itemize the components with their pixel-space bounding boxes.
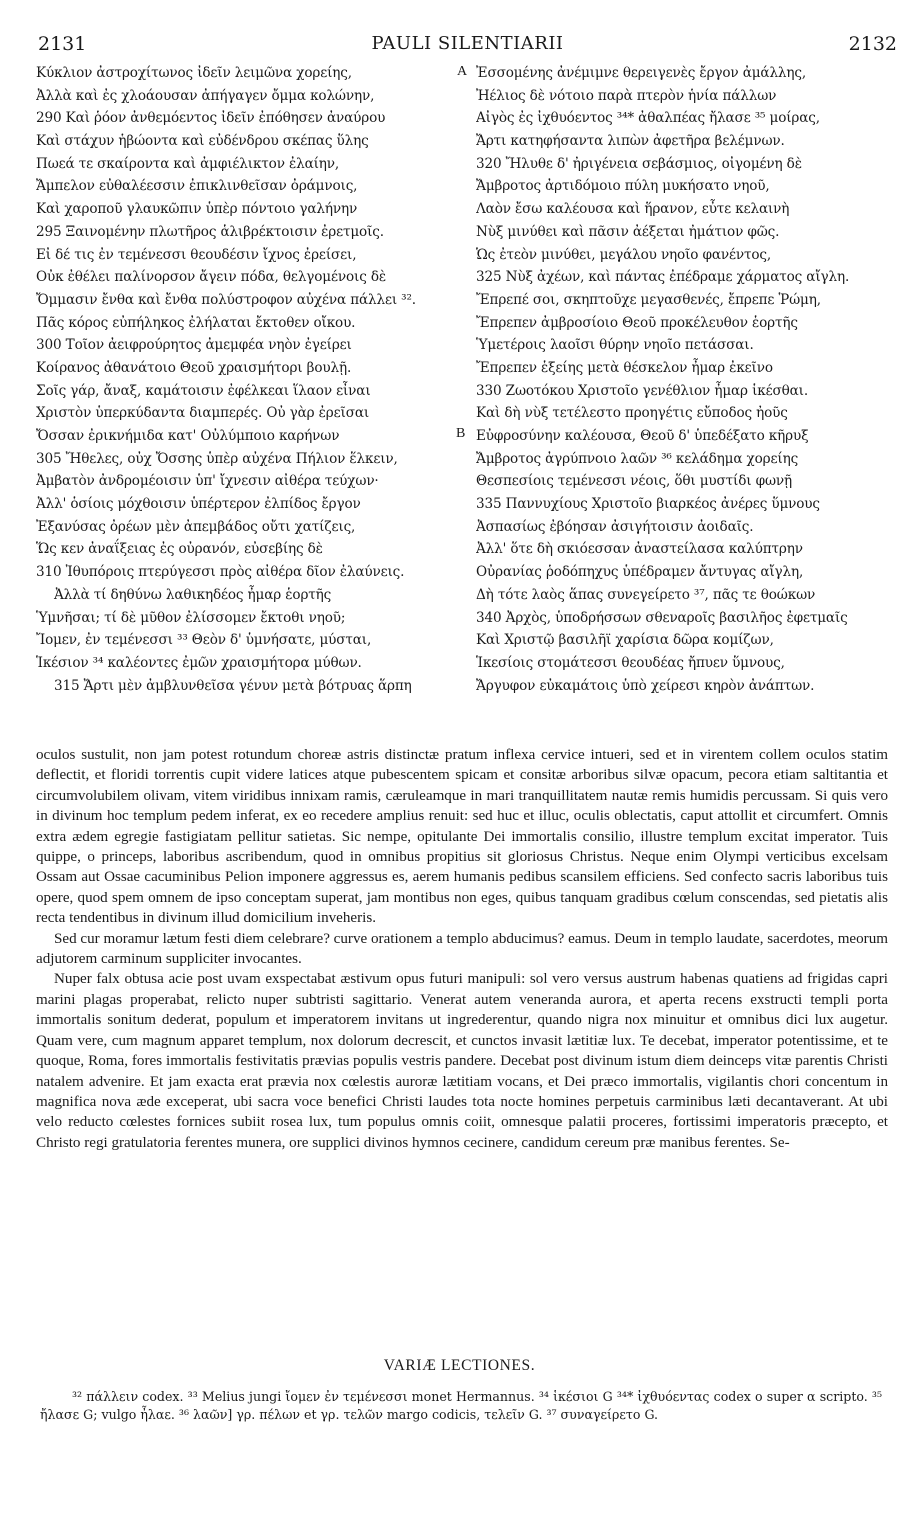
verse-line: Εἰ δέ τις ἐν τεμένεσσι θεουδέσιν ἴχνος ἐρείσει, (36, 246, 357, 263)
verse-line: Οὐκ ἐθέλει παλίνορσον ἄγειν πόδα, θελγομένοις δὲ (36, 269, 387, 286)
verse-line: Ἀμβατὸν ἀνδρομέοισιν ὑπ' ἴχνεσιν αἰθέρα τεύχων· (36, 473, 379, 490)
verse-line: 335 Παννυχίους Χριστοῖο βιαρκέος ἀνέρες ὕμνους (476, 496, 820, 513)
verse-line: Αἰγὸς ἐς ἰχθυόεντος ³⁴* ἀθαλπέας ἤλασε ³⁵ μοίρας, (476, 110, 820, 127)
verse-line: Καὶ Χριστῷ βασιλῆϊ χαρίσια δῶρα κομίζων, (476, 632, 774, 649)
verse-line: Ἱκεσίοις στομάτεσσι θεουδέας ἤπυεν ὕμνους, (476, 654, 785, 671)
page-number-right: 2132 (848, 33, 897, 55)
verse-line: Ἴομεν, ἐν τεμένεσσι ³³ Θεὸν δ' ὑμνήσατε, μύσται, (36, 632, 372, 649)
verse-line: Ὡς ἐτεὸν μινύθει, μεγάλου νηοῖο φανέντος, (476, 246, 772, 263)
verse-line: Ἐξανύσας ὀρέων μὲν ἀπεμβάδος οὔτι χατίζεις, (36, 518, 356, 535)
verse-line: Δὴ τότε λαὸς ἅπας συνεγείρετο ³⁷, πᾶς τε θοώκων (476, 586, 816, 603)
variae-lectiones-notes: ³² πάλλειν codex. ³³ Melius jungi ἴομεν ἐν τεμένεσσι monet Hermannus. ³⁴ ἱκέσιοι G ³⁴* ἰχθυόεντας codex o super α scripto. ³⁵ ἤλασε G; vulgo ἦλαε. ³⁶ λαῶν] γρ. πέλων et γρ. τελῶν margo codicis, τελεῖν G. ³⁷ συναγείρετο G. (40, 1389, 882, 1422)
verse-line: Ἔπρεπέ σοι, σκηπτοῦχε μεγασθενές, ἔπρεπε Ῥώμη, (476, 291, 821, 308)
verse-line: Ὥς κεν ἀναΐξειας ἐς οὐρανόν, εὐσεβίης δὲ (36, 541, 323, 558)
latin-paragraph: Sed cur moramur lætum festi diem celebrare? curve orationem a templo abducimus? eamus. Deum in templo laudate, sacerdotes, meorum adjutorem carminum suppliciter invocantes. (36, 930, 888, 968)
verse-line: 290 Καὶ ῥόον ἀνθεμόεντος ἰδεῖν ἐπόθησεν ἀναύρου (36, 110, 386, 127)
verse-line: Ἄμβροτος ἀρτιδόμοιο πύλη μυκήσατο νηοῦ, (476, 178, 770, 195)
verse-line: Ἄργυφον εὐκαμάτοις ὑπὸ χείρεσι κηρὸν ἀνάπτων. (476, 677, 815, 694)
verse-line: Ἄμβροτος ἀγρύπνοιο λαῶν ³⁶ κελάδημα χορείης (476, 450, 799, 467)
verse-line: 330 Ζωοτόκου Χριστοῖο γενέθλιον ἦμαρ ἱκέσθαι. (476, 382, 809, 399)
verse-line: Ἀλλ' ὁσίοις μόχθοισιν ὑπέρτερον ἐλπίδος ἔργον (36, 496, 361, 513)
verse-line: Λαὸν ἔσω καλέουσα καὶ ἥρανον, εὖτε κελαινὴ (476, 201, 790, 218)
verse-line: Καὶ χαροποῦ γλαυκῶπιν ὑπὲρ πόντοιο γαλήνην (36, 201, 358, 218)
verse-line: Ὑμετέροις λαοῖσι θύρην νηοῖο πετάσσαι. (476, 337, 754, 354)
page-header (38, 33, 897, 61)
verse-line: Θεσπεσίοις τεμένεσσι νέοις, ὅθι μυστίδι φωνῇ (476, 473, 793, 490)
greek-column-right (476, 62, 901, 697)
verse-line: Ἀλλ' ὅτε δὴ σκιόεσσαν ἀναστείλασα καλύπτρην (476, 541, 803, 558)
verse-line: 300 Τοῖον ἀειφρούρητος ἀμεμφέα νηὸν ἐγείρει (36, 337, 352, 354)
verse-line: 325 Νὺξ ἀχέων, καὶ πάντας ἐπέδραμε χάρματος αἴγλη. (476, 269, 850, 286)
verse-line: Κύκλιον ἀστροχίτωνος ἰδεῖν λειμῶνα χορείης, (36, 65, 352, 81)
verse-line: Οὐρανίας ῥοδόπηχυς ὑπέδραμεν ἄντυγας αἴγλη, (476, 564, 804, 581)
verse-line: Πωεά τε σκαίροντα καὶ ἀμφιέλικτον ἐλαίην, (36, 155, 340, 172)
latin-paragraph: oculos sustulit, non jam potest rotundum choreæ astris distinctæ pratum inflexa cervice intueri, sed et in virentem collem oculos statim deflectit, et floridi torrentis cupit videre latices atque pubescentem spicam et consitæ arboribus silvæ opacum, pecora etiam saltitantia et circumvolubilem olivam, vitem viridibus innixam ramis, cæruleamque in mari tranquillitatem nautæ remis humidis percussam. Si quis vero in divinum hoc templum pedem inferat, ex eo recedere amplius renuit: sed huc et illuc, oculis oblectatis, caput attollit et circumfert. Omnis extra ædem egregie fastigiatam pellitur satietas. Sic nempe, opitulante Dei immortalis consilio, illustre templum excitat imperator. Tuis quippe, o princeps, laboribus ascribendum, quod in omnibus propitius sit gloriosus Christus. Neque enim Olympi verticibus excelsam Ossam aut Ossae cacuminibus Pelion imponere aggressus es, aerem humanis pedibus scansilem efficiens. Sed confecto sacris laboribus tuis opere, quod spem omnem de ipso conceptam superat, jam montibus non eges, quibus tanquam gradibus cœlum conscendas, sed pietatis alis recta tendentibus in divinum illud domicilium inveheris. (36, 747, 888, 927)
verse-line: Καὶ δὴ νὺξ τετέλεστο προηγέτις εὔποδος ἠοῦς (476, 405, 788, 422)
verse-line: Ἄρτι κατηφήσαντα λιπὼν ἀφετῆρα βελέμνων. (476, 133, 785, 150)
variae-lectiones-heading: VARIÆ LECTIONES. (383, 1357, 536, 1374)
page-number-left: 2131 (38, 33, 87, 55)
verse-line: 295 Ξαινομένην πλωτῆρος ἁλιβρέκτοισιν ἐρετμοῖς. (36, 223, 384, 240)
verse-line: 315 Ἄρτι μὲν ἀμβλυνθεῖσα γένυν μετὰ βότρυας ἅρπη (54, 677, 412, 694)
verse-line: Ὑμνῆσαι; τί δὲ μῦθον ἐλίσσομεν ἔκτοθι νηοῦ; (36, 609, 346, 626)
verse-line: Ἔπρεπεν ἑξείης μετὰ θέσκελον ἦμαρ ἐκεῖνο (476, 359, 773, 376)
greek-column-left (36, 62, 453, 697)
verse-line: Ὄμμασιν ἔνθα καὶ ἔνθα πολύστροφον αὐχένα πάλλει ³². (36, 291, 416, 308)
verse-line: Χριστὸν ὑπερκύδαντα διαμπερές. Οὐ γὰρ ἐρεῖσαι (36, 405, 370, 422)
latin-paragraph: Nuper falx obtusa acie post uvam exspectabat æstivum opus futuri manipuli: sol vero versus austrum habenas quatiens ad frigidas capri marini plagas properabat, relicto nuper subtristi sagittario. Venerat autem veneranda aurora, et aperta recens exstructi templi porta immortalis sonitum dederat, populum et imperatorem invitans ut ingrederentur, quando nigra nox minuitur et omnibus dici lux augetur. Quam vere, cum magnum apparet templum, nox dolorum decrescit, et cunctos invasit lætitiæ lux. Te decebat, imperator potentissime, et te quoque, Roma, fores immortalis festivitatis prævias populis vestris pandere. Decebat post divinum istum diem deinceps vitæ parentis Christi natalem advenire. Et jam exacta erat prævia nox cœlestis auroræ lætitiam vocans, et Dei præco immortalis, vigilantis chori concentum in magnifica nova æde exceperat, ubi sacra voce benefici Christi laudes tota nocte homines perpetuis carminibus læti decantaverant. At ubi velo reducto cœlestes fornices subiit rosea lux, tum populus omnis coiit, omnesque palatii proceres, fortissimi imperatoris præcepto, et Christo regi gratulatoria ferentes munera, ore supplici divinos hymnos cecinere, candidum cereum præ manibus ferentes. Se- (36, 971, 888, 1151)
latin-translation (36, 745, 888, 1153)
verse-line: Ἠέλιος δὲ νότοιο παρὰ πτερὸν ἡνία πάλλων (476, 87, 777, 104)
margin-letter-a: A (457, 64, 468, 79)
verse-line: Ἀλλὰ τί δηθύνω λαθικηδέος ἦμαρ ἑορτῆς (54, 586, 332, 603)
margin-letter-b: B (456, 426, 466, 441)
verse-line: Ἀσπασίως ἐβόησαν ἀσιγήτοισιν ἀοιδαῖς. (476, 518, 754, 535)
verse-line: Νὺξ μινύθει καὶ πᾶσιν ἀέξεται ἠμάτιον φῶς. (476, 223, 780, 240)
verse-line: Καὶ στάχυν ἡβώοντα καὶ εὐδένδρου σκέπας ὕλης (36, 133, 369, 150)
verse-line: Κοίρανος ἀθανάτοιο Θεοῦ χραισμήτορι βουλῇ. (36, 359, 352, 376)
running-title: PAULI SILENTIARII (371, 33, 564, 54)
verse-line: Ἐσσομένης ἀνέμιμνε θερειγενὲς ἔργον ἀμάλλης, (476, 65, 807, 81)
verse-line: 320 Ἤλυθε δ' ἠριγένεια σεβάσμιος, οἰγομένη δὲ (476, 155, 802, 172)
verse-line: 310 Ἰθυπόροις πτερύγεσσι πρὸς αἰθέρα δῖον ἐλαύνεις. (36, 564, 405, 581)
verse-line: Ὄσσαν ἐρικνήμιδα κατ' Οὐλύμποιο καρήνων (36, 428, 340, 444)
verse-line: Σοῖς γάρ, ἄναξ, καμάτοισιν ἐφέλκεαι ἵλαον εἶναι (36, 382, 371, 399)
verse-line: 340 Ἀρχὸς, ὑποδρήσσων σθεναροῖς βασιλῆος ἐφετμαῖς (476, 609, 848, 626)
verse-line: Ἱκέσιον ³⁴ καλέοντες ἐμῶν χραισμήτορα μύθων. (36, 654, 362, 671)
verse-line: Ἔπρεπεν ἀμβροσίοιο Θεοῦ προκέλευθον ἑορτῆς (476, 314, 798, 331)
verse-line: Ἄμπελον εὐθαλέεσσιν ἐπικλινθεῖσαν ὀράμνοις, (36, 178, 358, 195)
verse-line: Πᾶς κόρος εὐπήληκος ἐλήλαται ἔκτοθεν οἴκου. (36, 314, 356, 331)
verse-line: Εὐφροσύνην καλέουσα, Θεοῦ δ' ὑπεδέξατο κῆρυξ (476, 428, 809, 444)
verse-line: Ἀλλὰ καὶ ἐς χλοάουσαν ἀπήγαγεν ὄμμα κολώνην, (36, 87, 375, 104)
verse-line: 305 Ἤθελες, οὐχ Ὄσσης ὑπὲρ αὐχένα Πήλιον ἕλκειν, (36, 450, 398, 467)
